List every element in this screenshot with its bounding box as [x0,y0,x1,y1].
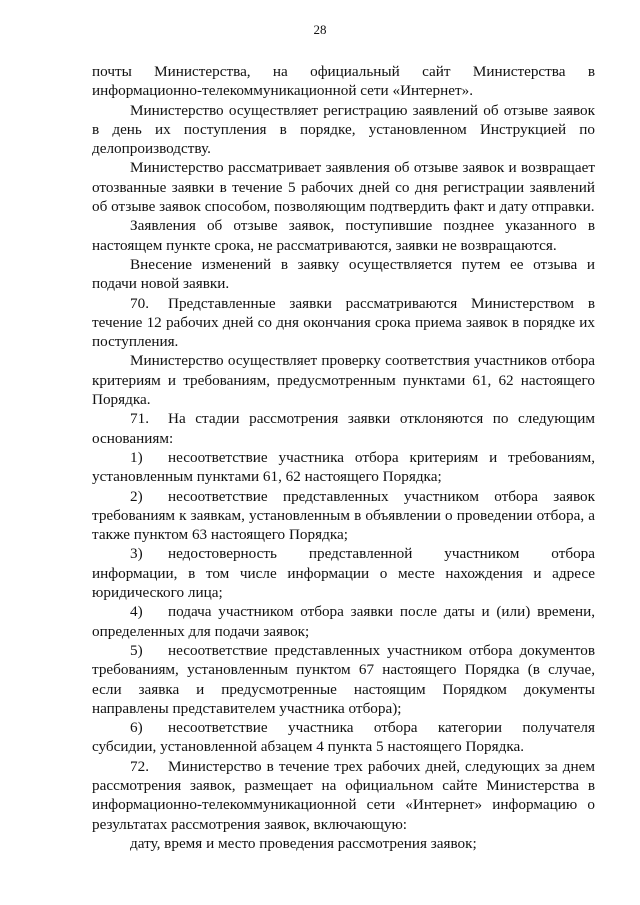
clause-number: 71. [130,410,149,428]
clause-70: 70. Представленные заявки рассматриваются Министерством в течение 12 рабочих дней со дня окончания срока приема заявок в порядке их поступления. [92,294,595,351]
list-number: 3) [130,545,143,563]
list-item: 2) несоответствие представленных участником отбора заявок требованиям к заявкам, установленным в объявлении о проведении отбора, а также пунктом 63 настоящего Порядка; [92,487,595,544]
clause-71: 71. На стадии рассмотрения заявки отклоняются по следующим основаниям: [92,410,595,447]
list-number: 1) [130,448,143,466]
list-item: 4) подача участником отбора заявки после даты и (или) времени, определенных для подачи заявок; [92,603,595,640]
paragraph-compliance-check: Министерство осуществляет проверку соответствия участников отбора критериям и требованиям, предусмотренным пунктами 61, 62 настоящего Порядка. [92,352,595,409]
clause-72: 72. Министерство в течение трех рабочих дней, следующих за днем рассмотрения заявок, размещает на официальном сайте Министерства в информационно-телекоммуникационной сети «Интернет» информацию о результатах рассмотрения заявок, включающую: [92,757,595,833]
clause-number: 70. [130,294,149,312]
list-item: 6) несоответствие участника отбора категории получателя субсидии, установленной абзацем 4 пункта 5 настоящего Порядка. [92,719,595,756]
paragraph-late-withdrawal: Заявления об отзыве заявок, поступившие позднее указанного в настоящем пункте срока, не рассматриваются, заявки не возвращаются. [92,217,595,254]
paragraph-continuation: почты Министерства, на официальный сайт Министерства в информационно-телекоммуникационной сети «Интернет». [92,63,595,100]
paragraph-registration: Министерство осуществляет регистрацию заявлений об отзыве заявок в день их поступления в порядке, установленном Инструкцией по делопроизводству. [92,101,595,158]
list-number: 4) [130,603,143,621]
list-item: 5) несоответствие представленных участником отбора документов требованиям, установленным пунктом 67 настоящего Порядка (в случае, если заявка и предусмотренные настоящим Порядком документы направлены представителем участника отбора); [92,641,595,717]
clause-number: 72. [130,757,149,775]
paragraph-review-withdrawal: Министерство рассматривает заявления об отзыве заявок и возвращает отозванные заявки в течение 5 рабочих дней со дня регистрации заявлений об отзыве заявок способом, позволяющим подтвердить факт и дату отправки. [92,159,595,216]
list-number: 2) [130,487,143,505]
list-item: 1) несоответствие участника отбора критериям и требованиям, установленным пунктами 61, 62 настоящего Порядка; [92,448,595,486]
paragraph-changes: Внесение изменений в заявку осуществляется путем ее отзыва и подачи новой заявки. [92,255,595,293]
document-body [92,62,595,853]
list-number: 6) [130,719,143,737]
page-number: 28 [313,22,327,37]
list-number: 5) [130,641,143,659]
paragraph-results-date: дату, время и место проведения рассмотрения заявок; [130,834,477,852]
list-item: 3) недостоверность представленной участником отбора информации, в том числе информации о месте нахождения и адресе юридического лица; [92,545,595,602]
